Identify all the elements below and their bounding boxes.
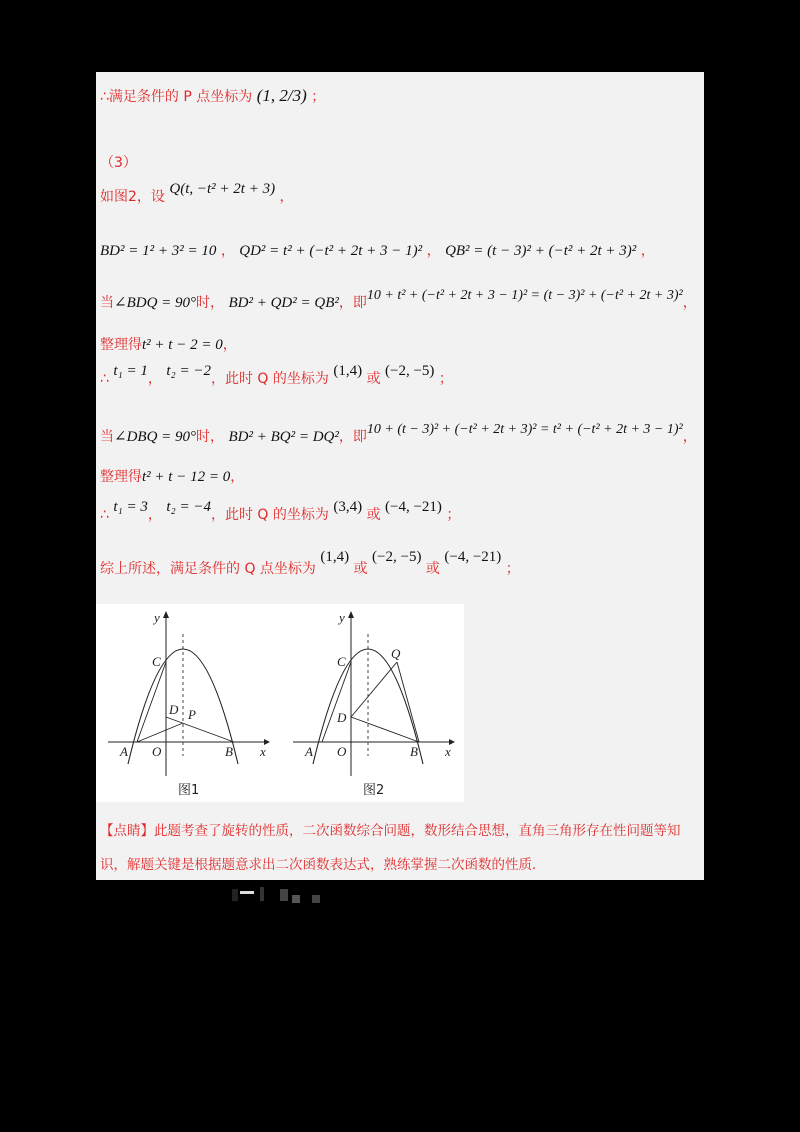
x-axis-label: x bbox=[260, 744, 266, 759]
point-b-label: B bbox=[225, 744, 233, 759]
therefore-symbol: ∴ bbox=[100, 371, 109, 387]
case-equation: 10 + t² + (−t² + 2t + 3 − 1)² = (t − 3)² + (−t² + 2t + 3)² bbox=[366, 288, 683, 303]
punct: ， bbox=[682, 295, 697, 311]
y-axis-label: y bbox=[339, 610, 345, 625]
or-text: 或 bbox=[353, 561, 368, 577]
case1-line bbox=[100, 288, 697, 312]
case-equation: 10 + (t − 3)² + (−t² + 2t + 3)² = t² + (−t² + 2t + 3 − 1)² bbox=[366, 422, 683, 437]
figure-2-caption: 图2 bbox=[363, 783, 385, 798]
pythagorean-relation: BD² + QD² = QB² bbox=[228, 295, 339, 311]
case-ji: ，即 bbox=[338, 429, 367, 445]
setup-text: 如图2，设 bbox=[100, 189, 165, 205]
point-a-label: A bbox=[305, 744, 313, 759]
part-label-text: （3） bbox=[100, 155, 137, 171]
root-t2: t₂ = −2 bbox=[166, 363, 211, 379]
case2-line bbox=[100, 422, 697, 446]
pythagorean-relation: BD² + BQ² = DQ² bbox=[228, 429, 339, 445]
case1-simplify-line bbox=[100, 334, 237, 354]
origin-label: O bbox=[152, 744, 162, 759]
or-text: 或 bbox=[366, 371, 381, 387]
or-text: 或 bbox=[366, 507, 381, 523]
punct: ， bbox=[147, 371, 162, 387]
punct: ， bbox=[426, 243, 441, 259]
case-mid: 时， bbox=[196, 295, 225, 311]
point-q-label: Q bbox=[391, 646, 401, 661]
simplify-text: 整理得 bbox=[100, 469, 142, 485]
roots-text: ，此时 Q 的坐标为 bbox=[210, 507, 329, 523]
case-ji: ，即 bbox=[338, 295, 367, 311]
point-c-label: C bbox=[337, 654, 346, 669]
case-prefix: 当 bbox=[100, 429, 114, 445]
root-t1: t₁ = 3 bbox=[113, 499, 148, 515]
point-p-label: P bbox=[188, 707, 196, 722]
punct: ； bbox=[505, 561, 520, 577]
qd-squared: QD² = t² + (−t² + 2t + 3 − 1)² bbox=[239, 243, 423, 259]
figure-2 bbox=[293, 610, 455, 798]
therefore-symbol: ∴ bbox=[100, 507, 109, 523]
simplify-text: 整理得 bbox=[100, 337, 142, 353]
punct: ， bbox=[682, 429, 697, 445]
punct: ， bbox=[230, 469, 245, 485]
distances-line bbox=[100, 240, 655, 260]
coordinate-2: (−2, −5) bbox=[385, 363, 435, 379]
punct: ， bbox=[640, 243, 655, 259]
point-c-label: C bbox=[152, 654, 161, 669]
figures-panel bbox=[96, 604, 464, 802]
q-definition: Q(t, −t² + 2t + 3) bbox=[169, 181, 276, 197]
y-axis-label: y bbox=[154, 610, 160, 625]
parabola-figures bbox=[96, 604, 464, 802]
root-t2: t₂ = −4 bbox=[166, 499, 211, 515]
root-t1: t₁ = 1 bbox=[113, 363, 148, 379]
punct: ， bbox=[222, 337, 237, 353]
coordinate-1: (1,4) bbox=[320, 549, 350, 565]
punct: ， bbox=[279, 189, 294, 205]
figure-1-caption: 图1 bbox=[178, 783, 200, 798]
x-axis-label: x bbox=[445, 744, 451, 759]
punct: ； bbox=[438, 371, 453, 387]
punct: ， bbox=[220, 243, 235, 259]
case2-roots-line bbox=[100, 499, 461, 524]
point-a-label: A bbox=[120, 744, 128, 759]
angle-condition: ∠DBQ = 90° bbox=[114, 429, 197, 445]
note-text: 此题考查了旋转的性质，二次函数综合问题，数形结合思想，直角三角形存在性问题等知识，解题关键是根据题意求出二次函数表达式，熟练掌握二次函数的性质． bbox=[100, 823, 681, 873]
point-b-label: B bbox=[410, 744, 418, 759]
case2-simplify-line bbox=[100, 466, 244, 486]
render-artifact bbox=[232, 887, 327, 903]
origin-label: O bbox=[337, 744, 347, 759]
coordinate-3: (−4, −21) bbox=[444, 549, 502, 565]
p-conclusion-line bbox=[100, 86, 325, 106]
point-d-label: D bbox=[169, 702, 179, 717]
or-text: 或 bbox=[425, 561, 440, 577]
coordinate-2: (−2, −5) bbox=[372, 549, 422, 565]
bd-squared: BD² = 1² + 3² = 10 bbox=[100, 243, 217, 259]
simplified-equation: t² + t − 12 = 0 bbox=[142, 469, 231, 485]
roots-text: ，此时 Q 的坐标为 bbox=[210, 371, 329, 387]
part-3-label bbox=[100, 152, 137, 172]
punct: ， bbox=[147, 507, 162, 523]
case-mid: 时， bbox=[196, 429, 225, 445]
punct: ； bbox=[311, 89, 326, 105]
p-coordinate: (1, 2/3) bbox=[256, 86, 307, 105]
summary-line bbox=[100, 549, 520, 578]
coordinate-1: (1,4) bbox=[333, 363, 363, 379]
document-page bbox=[96, 72, 704, 880]
point-d-label: D bbox=[337, 710, 347, 725]
p-conclusion-text: ∴满足条件的 P 点坐标为 bbox=[100, 89, 253, 105]
case1-roots-line bbox=[100, 363, 453, 388]
summary-text: 综上所述，满足条件的 Q 点坐标为 bbox=[100, 561, 316, 577]
note-tag: 【点睛】 bbox=[100, 823, 154, 839]
angle-condition: ∠BDQ = 90° bbox=[114, 295, 197, 311]
setup-line bbox=[100, 181, 294, 206]
coordinate-2: (−4, −21) bbox=[385, 499, 442, 515]
coordinate-1: (3,4) bbox=[333, 499, 363, 515]
figure-1 bbox=[108, 610, 270, 798]
qb-squared: QB² = (t − 3)² + (−t² + 2t + 3)² bbox=[445, 243, 637, 259]
key-point-note bbox=[100, 814, 700, 882]
punct: ； bbox=[446, 507, 461, 523]
simplified-equation: t² + t − 2 = 0 bbox=[142, 337, 223, 353]
case-prefix: 当 bbox=[100, 295, 114, 311]
